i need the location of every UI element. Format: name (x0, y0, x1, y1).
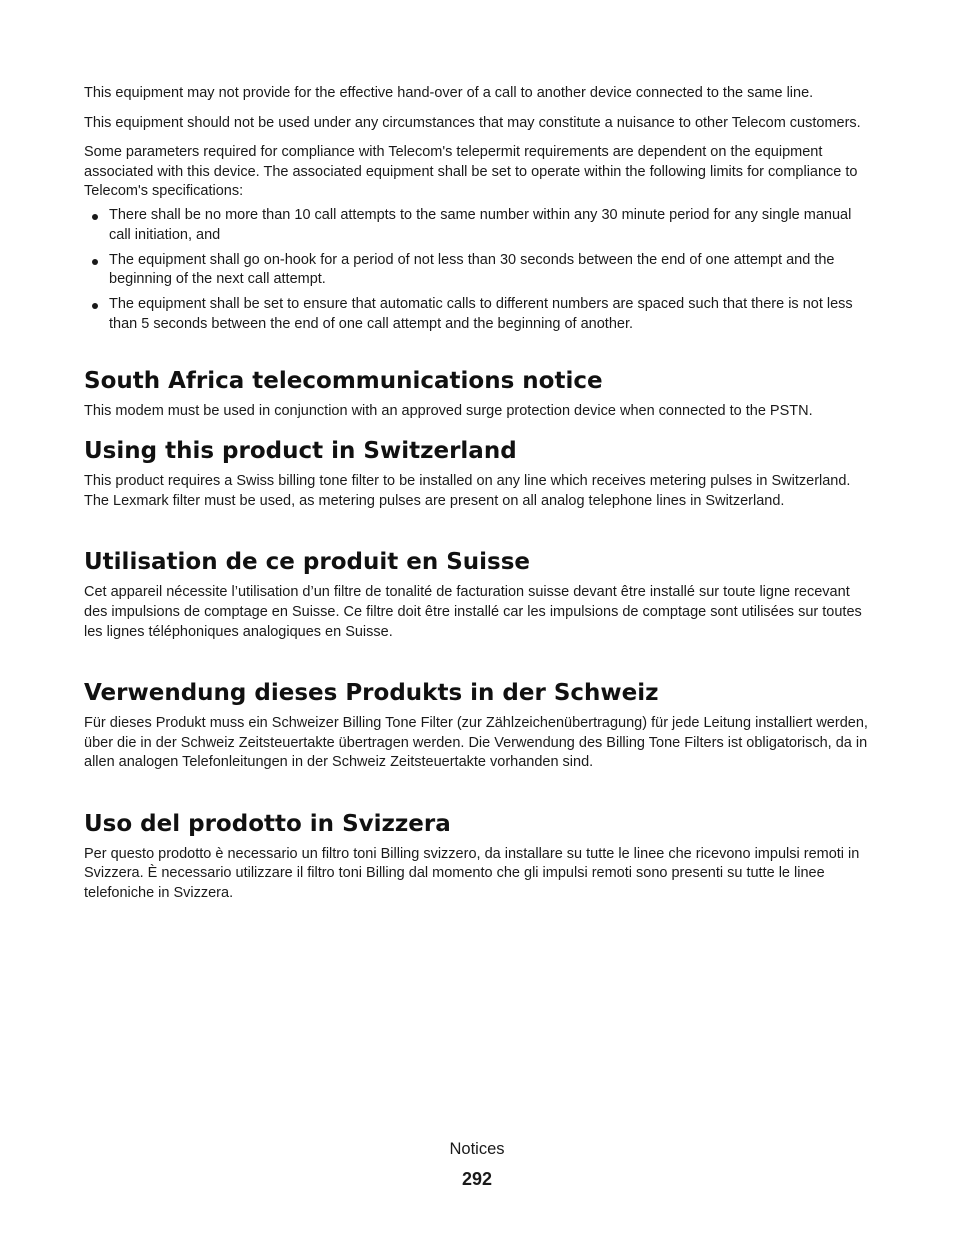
section-body-switzerland-de: Für dieses Produkt muss ein Schweizer Billing Tone Filter (zur Zählzeichenübertragung) für jede Leitung installiert werden, über die in der Schweiz Zeitsteuertakte übertragen werden. Die Verwendung des Billing Tone Filters ist obligatorisch, da in allen analogen Telefonleitungen in der Schweiz Zeitsteuertakte vorhanden sind. (84, 715, 868, 771)
section-body-switzerland-fr: Cet appareil nécessite l’utilisation d’un filtre de tonalité de facturation suisse devant être installé sur toute ligne recevant des impulsions de comptage en Suisse. Ce filtre doit être installé car les impulsions de comptage sont utilisées sur toutes les lignes téléphoniques analogiques en Suisse. (84, 584, 862, 640)
section-heading-switzerland-it: Uso del prodotto in Svizzera (84, 810, 451, 837)
bullet-icon (92, 214, 98, 220)
intro-paragraph-2: This equipment should not be used under any circumstances that may constitute a nuisance to other Telecom customers. (84, 114, 861, 131)
compliance-limits-list (84, 206, 876, 335)
document-page (84, 84, 876, 914)
list-item (84, 295, 876, 334)
section-body-south-africa: This modem must be used in conjunction with an approved surge protection device when connected to the PSTN. (84, 402, 813, 419)
section-body-switzerland-en: This product requires a Swiss billing tone filter to be installed on any line which receives metering pulses in Switzerland. The Lexmark filter must be used, as metering pulses are present on all analog telephone lines in Switzerland. (84, 473, 851, 509)
bullet-icon (92, 303, 98, 309)
section-heading-switzerland-fr: Utilisation de ce produit en Suisse (84, 549, 531, 576)
intro-paragraph-1: This equipment may not provide for the effective hand-over of a call to another device connected to the same line. (84, 85, 814, 101)
footer-section-label: Notices (449, 1140, 505, 1158)
section-heading-south-africa: South Africa telecommunications notice (84, 367, 603, 394)
section-heading-switzerland-en: Using this product in Switzerland (84, 438, 517, 465)
bullet-icon (92, 259, 98, 265)
intro-paragraph-3: Some parameters required for compliance with Telecom's telepermit requirements are dependent on the equipment associated with this device. The associated equipment shall be set to operate within the following limits for compliance to Telecom's specifications: (84, 144, 858, 200)
list-item-text: There shall be no more than 10 call attempts to the same number within any 30 minute period for any single manual call initiation, and (109, 206, 852, 243)
list-item (84, 206, 876, 245)
list-item (84, 251, 876, 290)
section-heading-switzerland-de: Verwendung dieses Produkts in der Schweiz (84, 680, 659, 707)
list-item-text: The equipment shall be set to ensure that automatic calls to different numbers are spaced such that there is not less than 5 seconds between the end of one call attempt and the beginning of another. (109, 296, 853, 332)
list-item-text: The equipment shall go on-hook for a period of not less than 30 seconds between the end of one attempt and the beginning of the next call attempt. (109, 251, 835, 288)
page-number: 292 (461, 1169, 493, 1189)
section-body-switzerland-it: Per questo prodotto è necessario un filtro toni Billing svizzero, da installare su tutte le linee che ricevono impulsi remoti in Svizzera. È necessario utilizzare il filtro toni Billing dal momento che gli impulsi remoti sono presenti su tutte le linee telefoniche in Svizzera. (84, 845, 860, 902)
